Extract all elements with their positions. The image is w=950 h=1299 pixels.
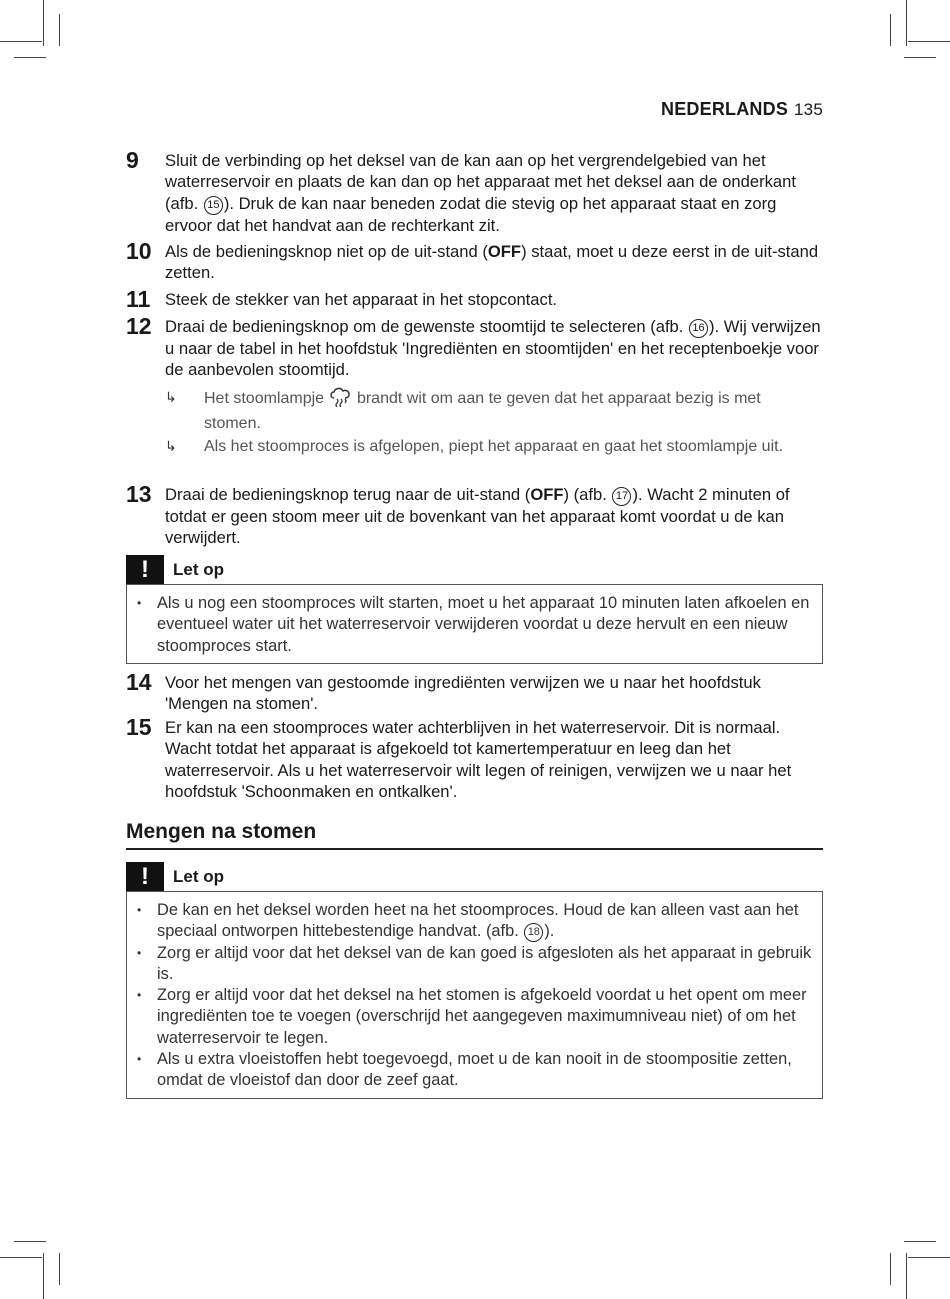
bullet: • (137, 945, 142, 960)
warning-icon: ! (126, 862, 164, 892)
figure-ref: 15 (204, 196, 223, 215)
caution-label: Let op (173, 867, 224, 886)
bullet: • (137, 988, 142, 1003)
caution-box (126, 891, 823, 1099)
crop-mark (906, 1253, 907, 1299)
caution-item: • De kan en het deksel worden heet na het stoomproces. Houd de kan alleen vast aan het speciaal ontworpen hittebestendige handvat. (afb. 18 ). (137, 901, 799, 941)
crop-mark (43, 1253, 44, 1299)
page-number: 135 (794, 100, 823, 119)
step-number: 11 (126, 286, 151, 312)
step-number: 15 (126, 714, 152, 740)
crop-mark (0, 41, 42, 42)
crop-mark (890, 14, 891, 46)
step-text: Steek de stekker van het apparaat in het stopcontact. (165, 290, 558, 309)
substep: ↳ Het stoomlampje brandt wit om aan te geven dat het apparaat bezig is met stomen. (165, 389, 761, 432)
steam-light-icon (329, 387, 353, 413)
crop-mark (890, 1253, 891, 1285)
crop-mark (908, 41, 950, 42)
bullet: • (137, 903, 142, 917)
figure-ref: 16 (689, 319, 708, 338)
bullet: • (137, 596, 142, 610)
result-arrow-icon: ↳ (165, 389, 177, 405)
step-10 (126, 238, 826, 284)
caution-item: • Als u extra vloeistoffen hebt toegevoegd, moet u de kan nooit in de stoompositie zetten, omdat de vloeistof dan door de zeef gaat. (137, 1050, 792, 1090)
step-11 (126, 286, 826, 312)
step-12 (126, 313, 826, 381)
step-14 (126, 669, 826, 715)
bullet: • (137, 1052, 142, 1067)
crop-mark (59, 14, 60, 46)
step-number: 14 (126, 669, 152, 695)
substep: ↳ Als het stoomproces is afgelopen, piept het apparaat en gaat het stoomlampje uit. (165, 438, 784, 455)
crop-mark (904, 1241, 936, 1242)
step-number: 13 (126, 481, 152, 507)
crop-mark (43, 0, 44, 46)
step-number: 10 (126, 238, 152, 264)
step-number: 12 (126, 313, 152, 339)
crop-mark (0, 1257, 42, 1258)
step-text: Sluit de verbinding op het deksel van de kan aan op het vergrendelgebied van het waterreservoir en plaats de kan dan op het apparaat met het deksel aan de onderkant (afb. 15 ). Druk de kan naar beneden zodat die stevig op het apparaat staat en zorg ervoor dat het handvat aan de rechterkant zit. (165, 151, 796, 235)
language-label: NEDERLANDS (661, 99, 789, 119)
crop-mark (59, 1253, 60, 1285)
crop-mark (906, 0, 907, 46)
caution-label: Let op (173, 560, 224, 579)
caution-box (126, 584, 823, 664)
step-9 (126, 147, 826, 236)
step-text: Er kan na een stoomproces water achterblijven in het waterreservoir. Dit is normaal. Wacht totdat het apparaat is afgekoeld tot kamertemperatuur en leeg dan het waterreservoir. Als u het waterreservoir wilt legen of reinigen, verwijzen we u naar het hoofdstuk 'Schoonmaken en ontkalken'. (165, 718, 792, 801)
page-header (661, 99, 823, 120)
crop-mark (904, 57, 936, 58)
warning-icon: ! (126, 555, 164, 585)
crop-mark (908, 1257, 950, 1258)
figure-ref: 17 (612, 487, 631, 506)
step-text: Voor het mengen van gestoomde ingrediënten verwijzen we u naar het hoofdstuk 'Mengen na stomen'. (165, 673, 761, 714)
step-text: Draai de bedieningsknop om de gewenste stoomtijd te selecteren (afb. 16 ). Wij verwijzen u naar de tabel in het hoofdstuk 'Ingrediënten en stoomtijden' en het receptenboekje voor de aanbevolen stoomtijd. (165, 317, 821, 380)
step-13 (126, 481, 826, 549)
caution-item: • Als u nog een stoomproces wilt starten, moet u het apparaat 10 minuten laten afkoelen en eventueel water uit het waterreservoir verwijderen voordat u deze hervult en een nieuw stoomproces start. (137, 594, 810, 655)
caution-item: • Zorg er altijd voor dat het deksel na het stomen is afgekoeld voordat u het opent om meer ingrediënten toe te voegen (overschrijd het aangegeven maximumniveau niet) of om het waterreservoir te legen. (137, 986, 807, 1047)
step-15 (126, 714, 826, 802)
step-text: Als de bedieningsknop niet op de uit-stand (OFF) staat, moet u deze eerst in de uit-stand zetten. (165, 242, 819, 283)
caution-item: • Zorg er altijd voor dat het deksel van de kan goed is afgesloten als het apparaat in gebruik is. (137, 943, 812, 983)
crop-mark (14, 1241, 46, 1242)
result-arrow-icon: ↳ (165, 438, 177, 454)
crop-mark (14, 57, 46, 58)
step-text: Draai de bedieningsknop terug naar de uit-stand (OFF) (afb. 17 ). Wacht 2 minuten of totdat er geen stoom meer uit de bovenkant van het apparaat komt voordat u de kan verwijdert. (165, 485, 790, 548)
section-title: Mengen na stomen (126, 820, 823, 850)
figure-ref: 18 (524, 923, 543, 942)
step-number: 9 (126, 147, 139, 173)
